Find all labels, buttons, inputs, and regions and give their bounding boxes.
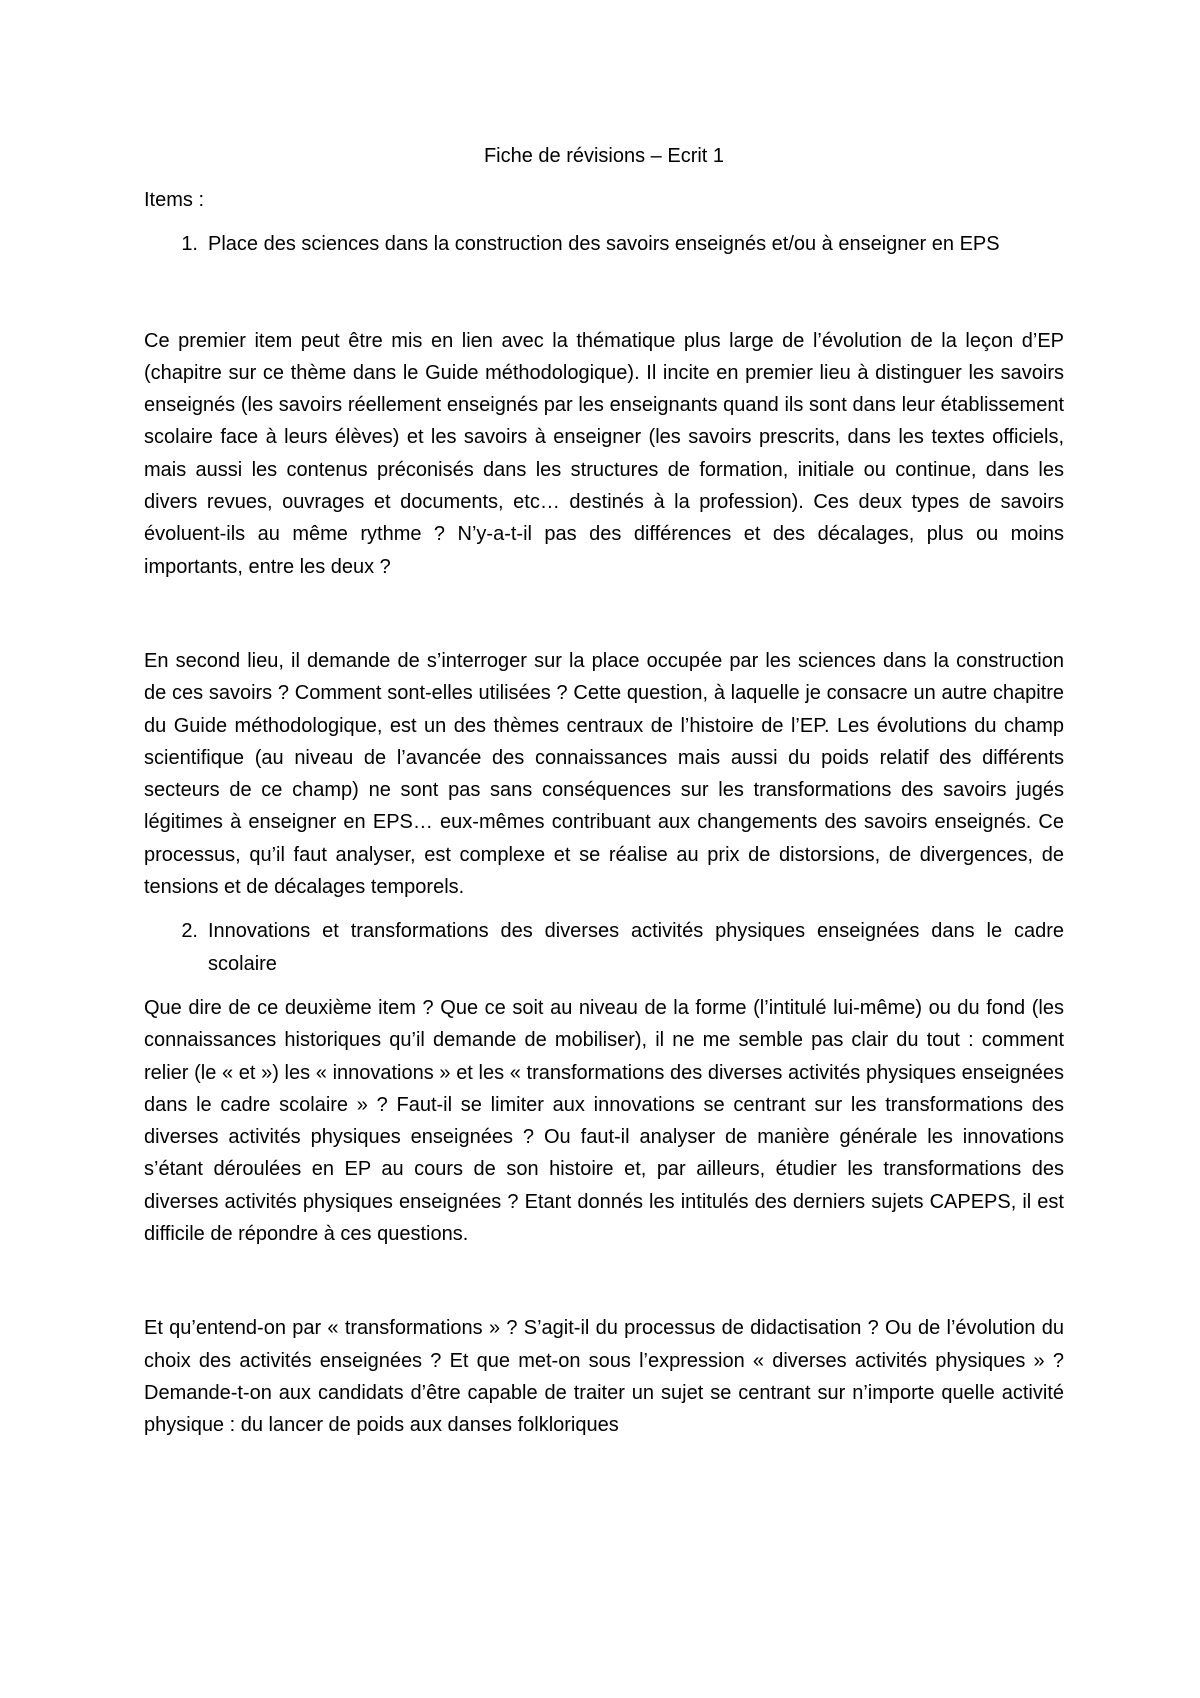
spacer	[144, 261, 1064, 325]
spacer	[144, 1250, 1064, 1312]
document-page	[144, 140, 1064, 1442]
item-2-number: 2.	[181, 920, 198, 943]
item-1-number: 1.	[181, 233, 198, 256]
spacer	[144, 583, 1064, 645]
paragraph-1: Ce premier item peut être mis en lien avec la thématique plus large de l’évolution de la leçon d’EP (chapitre sur ce thème dans le Guide méthodologique). Il incite en premier lieu à distinguer les savoirs enseignés (les savoirs réellement enseignés par les enseignants quand ils sont dans leur établissement scolaire face à leurs élèves) et les savoirs à enseigner (les savoirs prescrits, dans les textes officiels, mais aussi les contenus préconisés dans les structures de formation, initiale ou continue, dans les divers revues, ouvrages et documents, etc… destinés à la profession). Ces deux types de savoirs évoluent-ils au même rythme ? N’y-a-t-il pas des différences et des décalages, plus ou moins importants, entre les deux ?	[144, 329, 1064, 578]
item-2-text: Innovations et transformations des diverses activités physiques enseignées dans le cadre scolaire	[208, 920, 1064, 975]
items-label: Items :	[144, 189, 205, 211]
item-1	[134, 228, 1064, 260]
paragraph-3: Que dire de ce deuxième item ? Que ce soit au niveau de la forme (l’intitulé lui-même) ou du fond (les connaissances historiques qu’il demande de mobiliser), il ne me semble pas clair du tout : comment relier (le « et ») les « innovations » et les « transformations des diverses activités physiques enseignées dans le cadre scolaire » ? Faut-il se limiter aux innovations se centrant sur les transformations des diverses activités physiques enseignées ? Ou faut-il analyser de manière générale les innovations s’étant déroulées en EP au cours de son histoire et, par ailleurs, étudier les transformations des diverses activités physiques enseignées ? Etant donnés les intitulés des derniers sujets CAPEPS, il est difficile de répondre à ces questions.	[144, 996, 1064, 1246]
paragraph-2: En second lieu, il demande de s’interroger sur la place occupée par les sciences dans la construction de ces savoirs ? Comment sont-elles utilisées ? Cette question, à laquelle je consacre un autre chapitre du Guide méthodologique, est un des thèmes centraux de l’histoire de l’EP. Les évolutions du champ scientifique (au niveau de l’avancée des connaissances mais aussi du poids relatif des différents secteurs de ce champ) ne sont pas sans conséquences sur les transformations des savoirs jugés légitimes à enseigner en EPS… eux-mêmes contribuant aux changements des savoirs enseignés. Ce processus, qu’il faut analyser, est complexe et se réalise au prix de distorsions, de divergences, de tensions et de décalages temporels.	[144, 649, 1064, 899]
item-1-text: Place des sciences dans la construction des savoirs enseignés et/ou à enseigner en EPS	[208, 233, 1000, 256]
spacer	[144, 980, 1064, 992]
document-title: Fiche de révisions – Ecrit 1	[483, 145, 725, 167]
item-2	[134, 915, 1064, 980]
spacer	[144, 903, 1064, 915]
paragraph-4: Et qu’entend-on par « transformations » ? S’agit-il du processus de didactisation ? Ou de l’évolution du choix des activités enseignées ? Et que met-on sous l’expression « diverses activités physiques » ? Demande-t-on aux candidats d’être capable de traiter un sujet se centrant sur n’importe quelle activité physique : du lancer de poids aux danses folkloriques	[144, 1317, 1064, 1437]
